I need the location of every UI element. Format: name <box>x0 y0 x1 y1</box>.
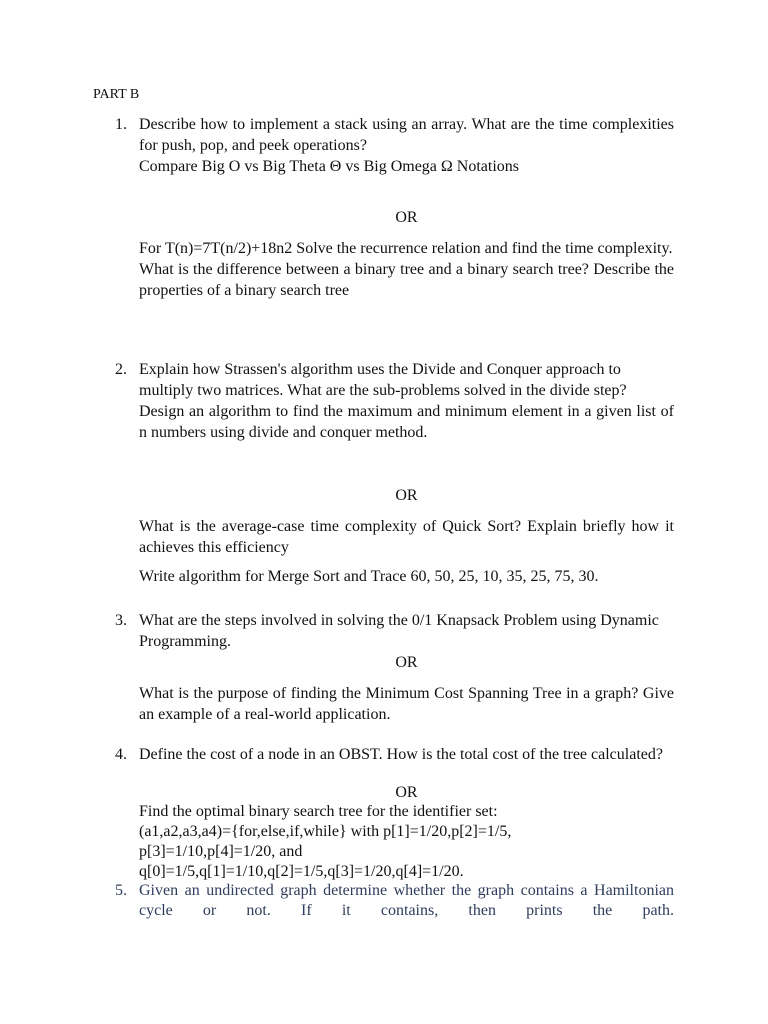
section-heading: PART B <box>93 87 140 102</box>
or-separator: OR <box>395 654 418 671</box>
question-text: Describe how to implement a stack using an array. What are the time complexities for push, pop, and peek operations? <box>139 116 674 154</box>
question-text: Compare Big O vs Big Theta Θ vs Big Omega Ω Notations <box>139 158 520 175</box>
question-text: Explain how Strassen's algorithm uses the Divide and Conquer approach to multiply two matrices. What are the sub-problems solved in the divide step? <box>139 361 627 399</box>
question-number: 1. <box>115 116 127 133</box>
question-text: Define the cost of a node in an OBST. How is the total cost of the tree calculated? <box>139 746 663 763</box>
question-text: Design an algorithm to find the maximum and minimum element in a given list of n numbers using divide and conquer method. <box>139 403 674 441</box>
question-3 <box>115 610 674 652</box>
question-number: 4. <box>115 746 127 763</box>
or-separator: OR <box>395 209 418 226</box>
question-text-line: (a1,a2,a3,a4)={for,else,if,while} with p[1]=1/20,p[2]=1/5, <box>139 823 512 840</box>
question-number: 3. <box>115 612 127 629</box>
or-separator: OR <box>395 784 418 801</box>
question-2-alternative <box>139 516 674 587</box>
question-text: Given an undirected graph determine whether the graph contains a Hamiltonian cycle or not. If it contains, then prints the path. <box>139 882 674 919</box>
question-1-alternative <box>139 238 674 301</box>
question-text-line: Find the optimal binary search tree for the identifier set: <box>139 803 498 820</box>
question-number: 2. <box>115 361 127 378</box>
question-text: For T(n)=7T(n/2)+18n2 Solve the recurrence relation and find the time complexity. <box>139 240 673 257</box>
question-text: Write algorithm for Merge Sort and Trace 60, 50, 25, 10, 35, 25, 75, 30. <box>139 568 599 585</box>
question-3-alternative <box>139 683 674 725</box>
or-separator: OR <box>395 487 418 504</box>
question-1 <box>115 114 674 177</box>
question-text: What are the steps involved in solving the 0/1 Knapsack Problem using Dynamic Programming. <box>139 612 659 650</box>
question-number: 5. <box>115 882 127 899</box>
question-4-alternative <box>139 802 674 882</box>
question-5 <box>115 881 674 921</box>
question-4 <box>115 744 674 765</box>
question-text: What is the purpose of finding the Minimum Cost Spanning Tree in a graph? Give an example of a real-world application. <box>139 685 674 723</box>
question-text: What is the difference between a binary tree and a binary search tree? Describe the properties of a binary search tree <box>139 261 674 299</box>
question-text: What is the average-case time complexity of Quick Sort? Explain briefly how it achieves this efficiency <box>139 518 674 556</box>
question-2 <box>115 359 674 443</box>
question-text-line: q[0]=1/5,q[1]=1/10,q[2]=1/5,q[3]=1/20,q[4]=1/20. <box>139 863 464 880</box>
question-text-line: p[3]=1/10,p[4]=1/20, and <box>139 843 303 860</box>
